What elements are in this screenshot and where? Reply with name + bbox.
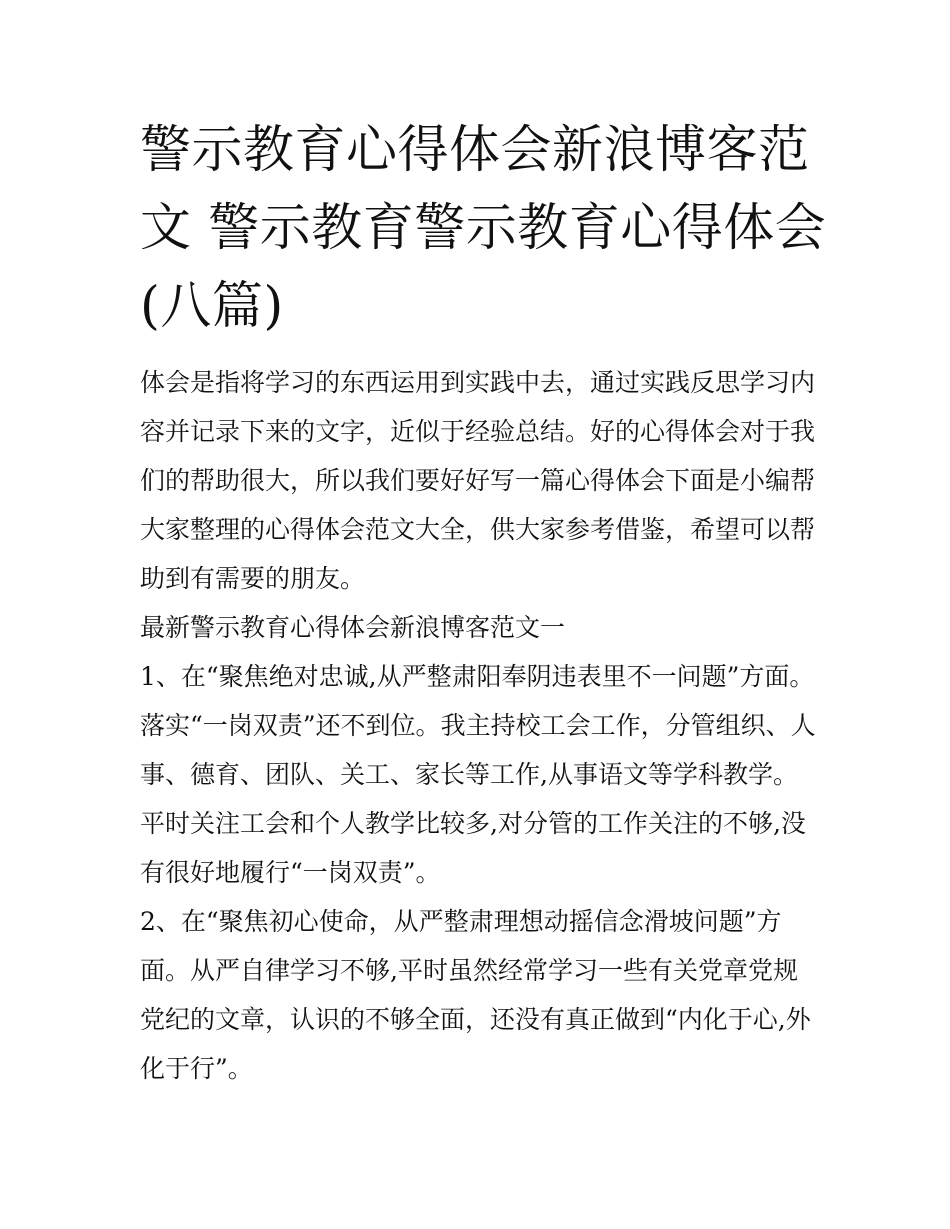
item-paragraph-2	[140, 897, 830, 1093]
title-line: 警示教育心得体会新浪博客范	[140, 121, 810, 180]
intro-line: 们的帮助很大，所以我们要好好写一篇心得体会下面是小编帮	[140, 466, 816, 495]
item-line: 面。从严自律学习不够,平时虽然经常学习一些有关党章党规	[140, 956, 798, 985]
item-line: 1、在“聚焦绝对忠诚,从严整肃阳奉阴违表里不一问题”方面。	[140, 662, 815, 691]
item-line: 落实“一岗双责”还不到位。我主持校工会工作，分管组织、人	[140, 711, 816, 740]
title-line: (八篇)	[140, 277, 284, 336]
item-line: 事、德育、团队、关工、家长等工作,从事语文等学科教学。	[140, 760, 798, 789]
item-line: 有很好地履行“一岗双责”。	[140, 858, 441, 887]
document-title	[140, 112, 830, 346]
item-line: 平时关注工会和个人教学比较多,对分管的工作关注的不够,没	[140, 809, 806, 838]
intro-line: 大家整理的心得体会范文大全，供大家参考借鉴，希望可以帮	[140, 515, 816, 544]
intro-line: 助到有需要的朋友。	[140, 564, 366, 593]
intro-paragraph	[140, 358, 830, 603]
section-heading-text: 最新警示教育心得体会新浪博客范文一	[140, 613, 566, 642]
item-paragraph-1	[140, 652, 830, 897]
item-line: 化于行”。	[140, 1054, 253, 1083]
item-line: 2、在“聚焦初心使命，从严整肃理想动摇信念滑坡问题”方	[140, 907, 782, 936]
intro-line: 容并记录下来的文字，近似于经验总结。好的心得体会对于我	[140, 417, 816, 446]
intro-line: 体会是指将学习的东西运用到实践中去，通过实践反思学习内	[140, 368, 816, 397]
item-line: 党纪的文章，认识的不够全面，还没有真正做到“内化于心,外	[140, 1005, 811, 1034]
title-line: 文 警示教育警示教育心得体会	[140, 199, 827, 258]
section-heading	[140, 603, 830, 652]
document-body	[140, 358, 830, 1093]
